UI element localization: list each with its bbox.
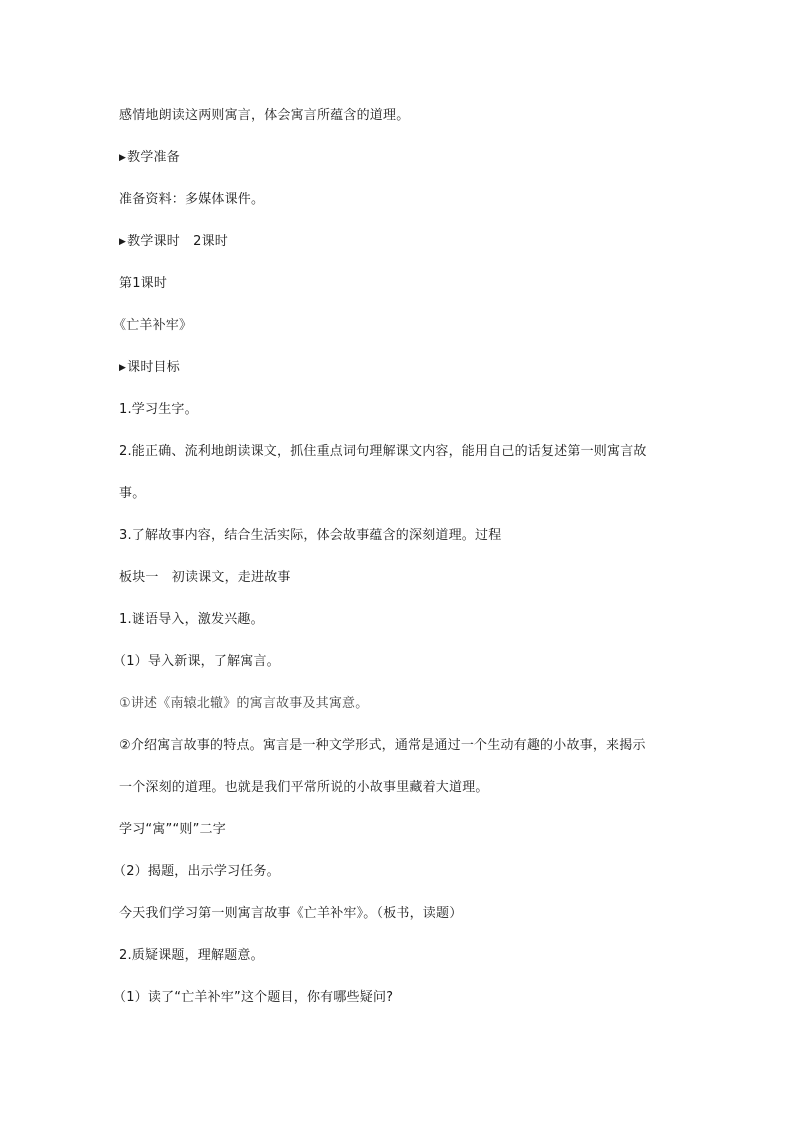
- circled-item: ①讲述《南辕北辙》的寓言故事及其寓意。: [119, 696, 369, 711]
- bullet-triangle-icon: ▶: [119, 363, 127, 373]
- section-heading: ▶课时目标: [119, 360, 180, 375]
- text-line: 学习“寓”“则”二字: [119, 822, 226, 837]
- text-line: 今天我们学习第一则寓言故事《亡羊补牢》。（板书，读题）: [119, 906, 463, 921]
- sub-step-item: （2）揭题，出示学习任务。: [113, 864, 280, 879]
- section-heading: ▶教学准备: [119, 150, 180, 165]
- section-heading: ▶教学课时 2课时: [119, 234, 228, 249]
- sub-step-item: （1）导入新课，了解寓言。: [113, 654, 280, 669]
- step-item: 2.质疑课题，理解题意。: [119, 948, 264, 963]
- step-item: 1.谜语导入，激发兴趣。: [119, 612, 264, 627]
- text-line: 感情地朗读这两则寓言，体会寓言所蕴含的道理。: [119, 108, 410, 123]
- objective-item-continued: 事。: [119, 486, 146, 501]
- objective-item: 1.学习生字。: [119, 402, 198, 417]
- lesson-number: 第1课时: [119, 276, 168, 291]
- sub-step-item: （1）读了“亡羊补牢”这个题目，你有哪些疑问?: [113, 990, 394, 1005]
- objective-item: 2.能正确、流利地朗读课文，抓住重点词句理解课文内容，能用自己的话复述第一则寓言故: [119, 444, 647, 459]
- circled-item-continued: 一个深刻的道理。也就是我们平常所说的小故事里藏着大道理。: [119, 780, 489, 795]
- objective-item: 3.了解故事内容，结合生活实际，体会故事蕴含的深刻道理。过程: [119, 528, 502, 543]
- bullet-triangle-icon: ▶: [119, 237, 127, 247]
- circled-item: ②介绍寓言故事的特点。寓言是一种文学形式，通常是通过一个生动有趣的小故事，来揭示: [119, 738, 646, 753]
- text-line: 准备资料：多媒体课件。: [119, 192, 265, 207]
- block-heading: 板块一 初读课文，走进故事: [119, 570, 291, 585]
- bullet-triangle-icon: ▶: [119, 153, 127, 163]
- lesson-title: 《亡羊补牢》: [113, 318, 193, 333]
